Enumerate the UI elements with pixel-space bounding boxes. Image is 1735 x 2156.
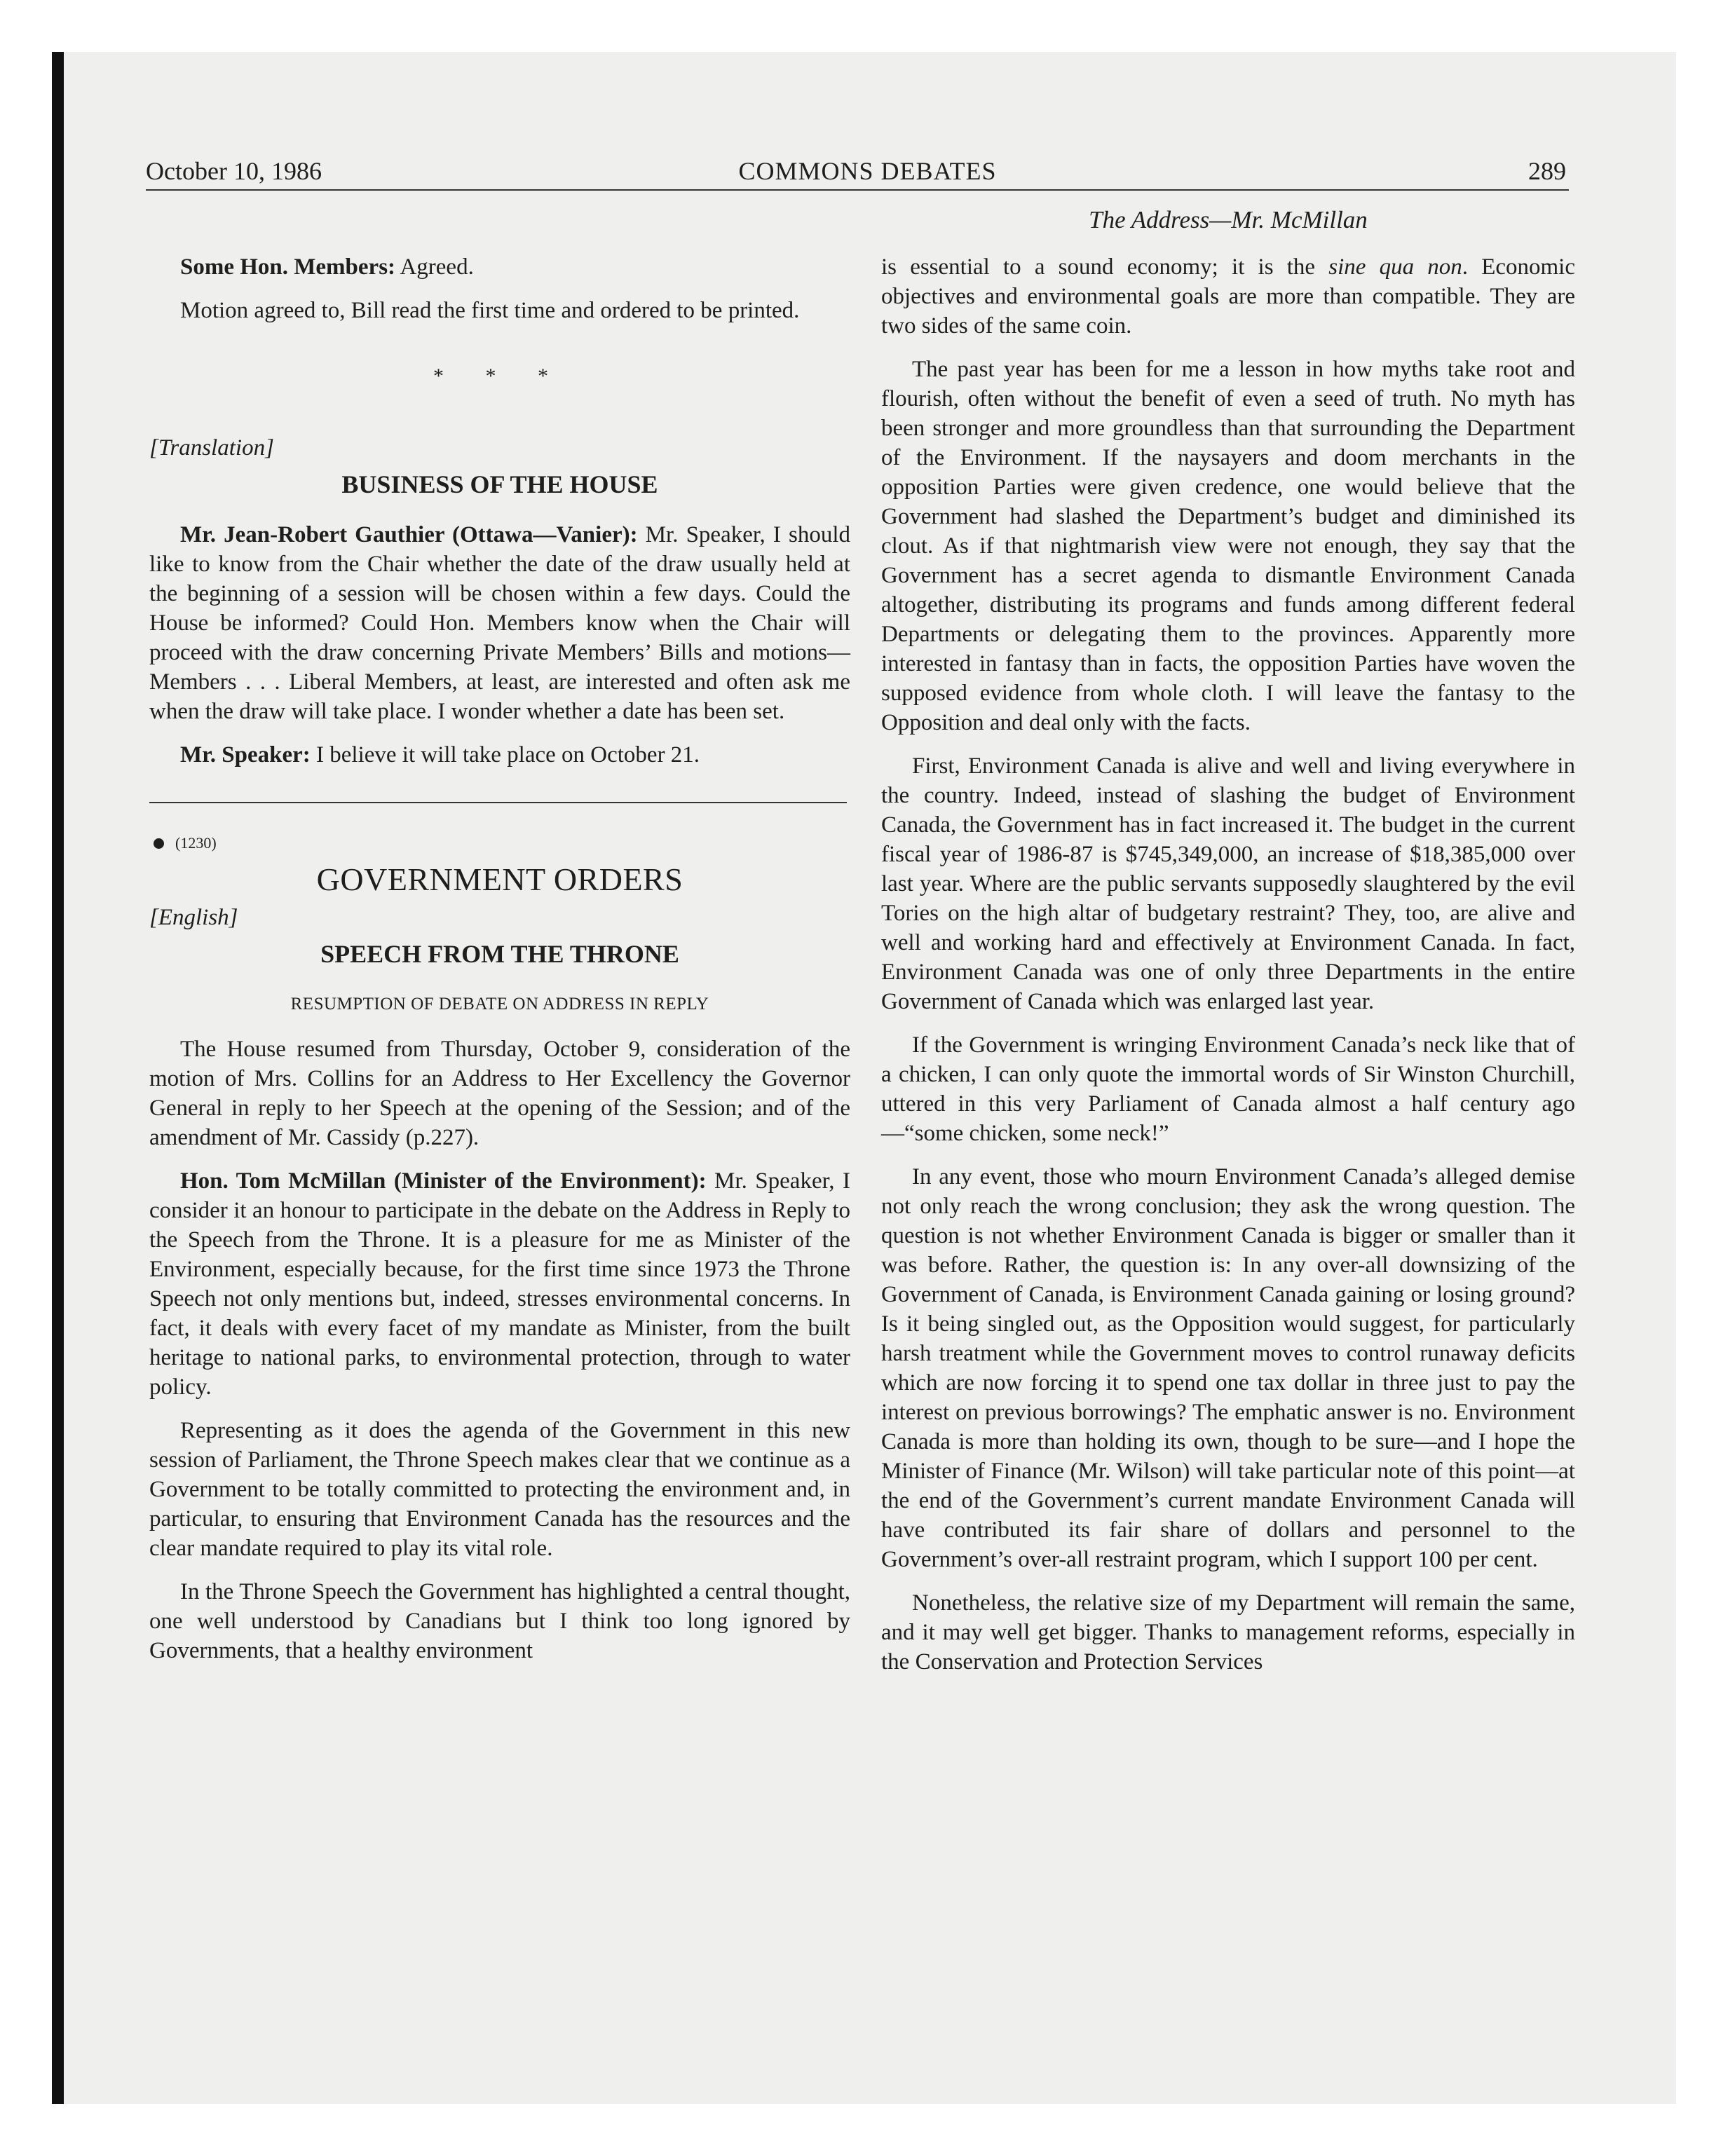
- paragraph: [149, 252, 850, 282]
- translation-tag: [Translation]: [149, 435, 274, 460]
- paragraph: In the Throne Speech the Government has highlighted a central thought, one well understood by Canadians but I think too long ignored by Governments, that a healthy environment: [149, 1579, 850, 1663]
- paragraph: Motion agreed to, Bill read the first time and ordered to be printed.: [180, 298, 800, 323]
- paragraph: If the Government is wringing Environment Canada’s neck like that of a chicken, I can only quote the immortal words of Sir Winston Churchill, uttered in this very Parliament of Canada almost a half century ago—“some chicken, some neck!”: [881, 1032, 1575, 1146]
- paragraph: The past year has been for me a lesson in how myths take root and flourish, often without the benefit of even a seed of truth. No myth has been stronger and more groundless than that surrounding the Department of the Environment. If the naysayers and doom merchants in the opposition Parties were given credence, one would believe that the Government had slashed the Department’s budget and diminished its clout. As if that nightmarish view were not enough, they say that the Government has a secret agenda to dismantle Environment Canada altogether, distributing its programs and funds among different federal Departments or delegating them to the provinces. Apparently more interested in fantasy than in facts, the opposition Parties have woven the supposed evidence from whole cloth. I will leave the fantasy to the Opposition and deal only with the facts.: [881, 357, 1575, 735]
- speech-text: Mr. Speaker, I should like to know from the Chair whether the date of the draw usually held at the beginning of a session will be chosen within a few days. Could the House be informed? Could Hon. Members know when the Chair will proceed with the draw concerning Private Members’ Bills and motions—Members . . . Liberal Members, at least, are interested and often ask me when the draw will take place. I wonder whether a date has been set.: [149, 522, 850, 724]
- paragraph: The House resumed from Thursday, October 9, consideration of the motion of Mrs. Collins for an Address to Her Excellency the Governor General in reply to her Speech at the opening of the Session; and of the amendment of Mr. Cassidy (p.227).: [149, 1037, 850, 1150]
- section-break-stars: * * *: [433, 364, 566, 388]
- speech-text: Mr. Speaker, I consider it an honour to participate in the debate on the Address in Reply to the Speech from the Throne. It is a pleasure for me as Minister of the Environment, especially because, for the first time since 1973 the Throne Speech not only mentions but, indeed, stresses environmental concerns. In fact, it deals with every facet of my mandate as Minister, from the built heritage to national parks, to environmental protection, through to water policy.: [149, 1168, 850, 1400]
- paragraph: In any event, those who mourn Environment Canada’s alleged demise not only reach the wrong conclusion; they ask the wrong question. The question is not whether Environment Canada is bigger or smaller than it was before. Rather, the question is: In any over-all downsizing of the Government of Canada, is Environment Canada gaining or losing ground? Is it being singled out, as the Opposition would suggest, for particularly harsh treatment while the Government moves to control runaway deficits which are now forcing it to spend one tax dollar in three just to pay the interest on previous borrowings? The emphatic answer is no. Environment Canada is more than holding its own, though to be sure—and I hope the Minister of Finance (Mr. Wilson) will take particular note of this point—at the end of the Government’s current mandate Environment Canada will have contributed its fair share of dollars and personnel to the Government’s over-all restraint program, which I support 100 per cent.: [881, 1164, 1575, 1572]
- subheading: SPEECH FROM THE THRONE: [320, 940, 679, 968]
- running-head-date: October 10, 1986: [146, 157, 322, 185]
- speech-text: I believe it will take place on October 21.: [310, 742, 700, 767]
- paragraph: [149, 1166, 850, 1402]
- running-head-title: COMMONS DEBATES: [738, 157, 997, 185]
- english-tag: [English]: [149, 905, 238, 930]
- major-heading: GOVERNMENT ORDERS: [316, 861, 683, 897]
- time-stamp-text: (1230): [175, 834, 217, 852]
- text-run: is essential to a sound economy; it is the: [881, 254, 1329, 280]
- scan-margin: [0, 0, 52, 2156]
- page-number: 289: [1528, 157, 1566, 185]
- column-header: The Address—Mr. McMillan: [1089, 206, 1368, 233]
- scan-binding-edge: [52, 52, 64, 2104]
- small-caps-heading: RESUMPTION OF DEBATE ON ADDRESS IN REPLY: [290, 995, 709, 1014]
- speaker-name: Mr. Jean-Robert Gauthier (Ottawa—Vanier):: [180, 522, 638, 547]
- section-divider: [149, 802, 847, 803]
- italic-phrase: sine qua non: [1328, 254, 1462, 280]
- paragraph: [881, 252, 1575, 341]
- time-stamp: [149, 828, 850, 858]
- bullet-dot-icon: [154, 838, 164, 849]
- paragraph: [149, 520, 850, 726]
- speaker-name: Some Hon. Members:: [180, 254, 396, 280]
- text-run: . Economic objectives and environmental goals are more than compatible. They are two sides of the same coin.: [881, 254, 1575, 339]
- speech-text: Agreed.: [395, 254, 474, 280]
- speaker-name: Mr. Speaker:: [180, 742, 311, 767]
- paragraph: [149, 740, 850, 770]
- section-heading: BUSINESS OF THE HOUSE: [341, 470, 658, 498]
- paragraph: First, Environment Canada is alive and well and living everywhere in the country. Indeed, instead of slashing the budget of Environment Canada, the Government has in fact increased it. The budget in the current fiscal year of 1986-87 is $745,349,000, an increase of $18,385,000 over last year. Where are the public servants supposedly slaughtered by the evil Tories on the high altar of budgetary restraint? They, too, are alive and well and working hard and effectively at Environment Canada. In fact, Environment Canada was one of only three Departments in the entire Government of Canada which was enlarged last year.: [881, 753, 1575, 1014]
- paragraph: Representing as it does the agenda of the Government in this new session of Parliament, the Throne Speech makes clear that we continue as a Government to be totally committed to protecting the environment and, in particular, to ensuring that Environment Canada has the resources and the clear mandate required to play its vital role.: [149, 1418, 850, 1561]
- left-column: [149, 252, 850, 1679]
- speaker-name: Hon. Tom McMillan (Minister of the Environment):: [180, 1168, 707, 1194]
- paragraph: Nonetheless, the relative size of my Department will remain the same, and it may well get bigger. Thanks to management reforms, especially in the Conservation and Protection Services: [881, 1590, 1575, 1674]
- header-rule: [146, 189, 1569, 191]
- right-column: [881, 252, 1575, 1691]
